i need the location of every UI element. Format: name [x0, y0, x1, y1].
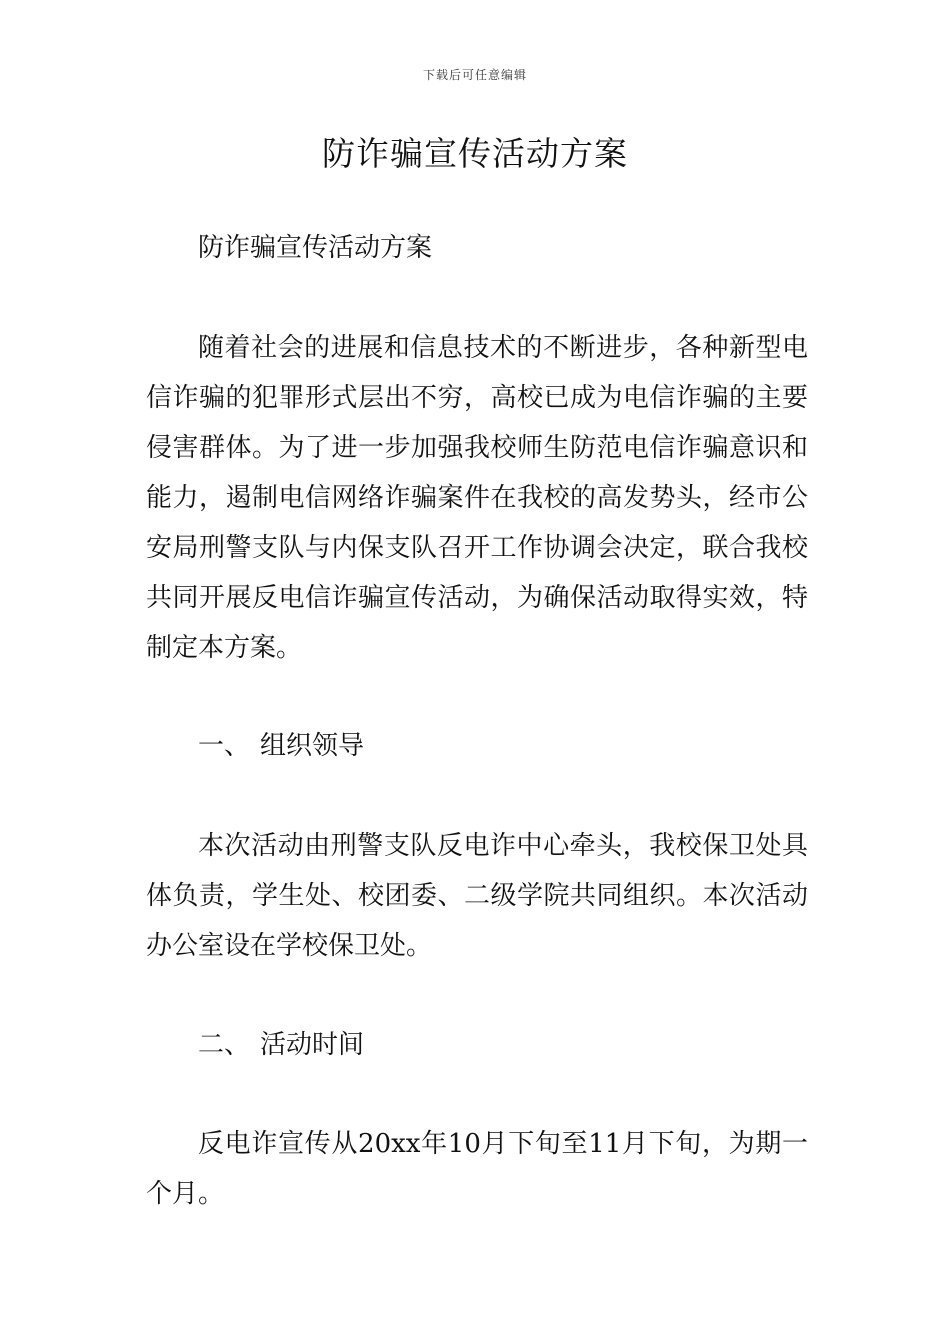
section-1-body-block [146, 821, 808, 971]
header-note: 下载后可任意编辑 [422, 68, 527, 82]
section-2-paragraph: 反电诈宣传从20xx年10月下旬至11月下旬，为期一个月。 [146, 1129, 808, 1209]
document-title: 防诈骗宣传活动方案 [322, 134, 628, 173]
section-1-title: 组织领导 [260, 731, 365, 761]
section-2-heading [146, 1020, 808, 1070]
section-1-number: 一、 [198, 731, 251, 761]
section-2-body-block [146, 1119, 808, 1219]
document-subtitle: 防诈骗宣传活动方案 [198, 233, 433, 263]
section-1-paragraph: 本次活动由刑警支队反电诈中心牵头，我校保卫处具体负责，学生处、校团委、二级学院共同组织。本次活动办公室设在学校保卫处。 [146, 831, 808, 961]
section-1-heading-block [146, 721, 808, 771]
section-2-title: 活动时间 [260, 1030, 365, 1060]
intro-paragraph: 随着社会的进展和信息技术的不断进步，各种新型电信诈骗的犯罪形式层出不穷，高校已成为电信诈骗的主要侵害群体。为了进一步加强我校师生防范电信诈骗意识和能力，遏制电信网络诈骗案件在我校的高发势头，经市公安局刑警支队与内保支队召开工作协调会决定，联合我校共同开展反电信诈骗宣传活动，为确保活动取得实效，特制定本方案。 [146, 333, 808, 663]
subtitle-block [146, 223, 808, 273]
section-1-heading [146, 721, 808, 771]
section-2-number: 二、 [198, 1030, 251, 1060]
section-2-heading-block [146, 1020, 808, 1070]
intro-block [146, 323, 808, 673]
